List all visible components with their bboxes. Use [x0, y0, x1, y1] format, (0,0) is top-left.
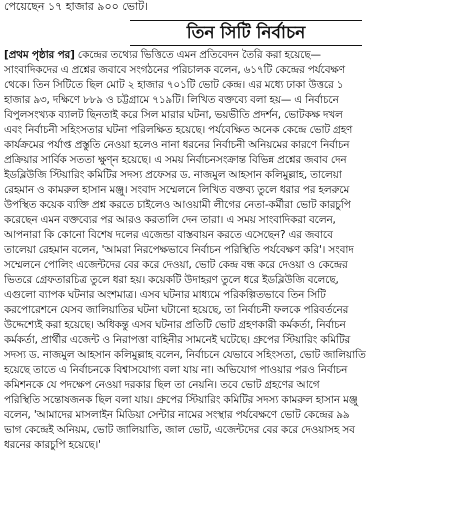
article-line: করেছেন এমন বক্তব্যের পর আরও করতালি দেন তারা। এ সময় সাংবাদিকরা বলেন,	[4, 214, 336, 226]
article-line	[4, 48, 461, 63]
article-body	[4, 48, 461, 526]
article-line: করপোরেশনে যেসব জালিয়াতির ঘটনা ঘটানো হয়েছে, তা নির্বাচনী ফলকে পরিবর্তনের	[4, 304, 349, 316]
article-line: ভিতরে গ্রেফতারচিত্র তুলে ধরা হয়। কয়েকটি উদাহরণ তুলে ধরে ইডব্লিউজি বলেছে,	[4, 274, 339, 286]
article-line: হয়েছে তাতে এ নির্বাচনকে বিশ্বাসযোগ্য বলা যায় না। অভিযোগ পাওয়ার পরও নির্বাচন	[4, 364, 348, 376]
article-line: উপস্থিত কয়েক ব্যক্তি প্রশ্ন করতে চাইলেও আওয়ামী লীগের নেতা-কর্মীরা ভোট কারচুপি	[4, 199, 351, 211]
article-line: সম্মেলনে পোলিং এজেন্টদের বের করে দেওয়া, ভোট কেন্দ্র বন্ধ করে দেওয়া ও কেন্দ্রের	[4, 259, 348, 271]
continuation-label: [প্রথম পৃষ্ঠার পর]	[4, 49, 75, 61]
article-line: কমিশনকে যে পদক্ষেপ নেওয়া দরকার ছিল তা নেয়নি। তবে ভোট গ্রহণের আগে	[4, 379, 320, 391]
article-line: এগুলো ব্যাপক ঘটনার অংশমাত্র। এসব ঘটনার মাধ্যমে পরিকল্পিতভাবে তিন সিটি	[4, 289, 326, 301]
article-line: কার্যক্রমের পর্যাপ্ত প্রস্তুতি নেওয়া হলেও নানা ধরনের নির্বাচনী অনিয়মের কারণে নির্বাচন	[4, 139, 350, 151]
article-line: ধরনের কারচুপি হয়েছে।'	[4, 439, 101, 451]
article-line: থেকে। তিন সিটিতে ছিল মোট ২ হাজার ৭০১টি ভোট কেন্দ্র। এর মধ্যে ঢাকা উত্তরে ১	[4, 79, 344, 91]
article-line: বলেন, 'আমাদের মাসলাইন মিডিয়া সেন্টার নামের সংস্থার পর্যবেক্ষণে ভোট কেন্দ্রের ৯৯	[4, 409, 350, 421]
article-line: ভাগ কেন্দ্রেই অনিয়ম, ভোট জালিয়াতি, জাল ভোট, এজেন্টদের বের করে দেওয়াসহ সব	[4, 424, 355, 436]
article-line: ইডব্লিউজি স্টিয়ারিং কমিটির সদস্য প্রফেসর ড. নাজমুল আহসান কলিমুল্লাহ, তালেয়া	[4, 169, 342, 181]
article-line: তালেয়া রেহমান বলেন, 'আমরা নিরপেক্ষভাবে নির্বাচন পরিস্থিতি পর্যবেক্ষণ করি'। সংবাদ	[4, 244, 354, 256]
article-line: উদ্দেশ্যেই করা হয়েছে। অধিকন্তু এসব ঘটনার প্রতিটি ভোট গ্রহণকারী কর্মকর্তা, নির্বাচন	[4, 319, 346, 331]
article-line: হাজার ৯৩, দক্ষিণে ৮৮৯ ও চট্টগ্রামে ৭১৯টি। লিখিত বক্তব্যে বলা হয়— এ নির্বাচনে	[4, 94, 339, 106]
article-line: বিপুলসংখ্যক ব্যালট ছিনতাই করে সিল মারার ঘটনা, ভয়ভীতি প্রদর্শন, ভোটকক্ষ দখল	[4, 109, 343, 121]
previous-article-tail: পেয়েছেন ১৭ হাজার ৯০০ ভোট।	[4, 0, 149, 13]
headline-box	[130, 20, 362, 46]
article-line: প্রক্রিয়ার সার্বিক সততা ক্ষুণ্ন হয়েছে। এ সময় নির্বাচনসংক্রান্ত বিভিন্ন প্রশ্নের জবাব দেন	[4, 154, 347, 166]
article-line: এবং নির্বাচনী সহিংসতার ঘটনা পরিলক্ষিত হয়েছে। পর্যবেক্ষিত অনেক কেন্দ্রে ভোট গ্রহণ	[4, 124, 353, 136]
article-line: সদস্য ড. নাজমুল আহসান কলিমুল্লাহ বলেন, নির্বাচনে যেভাবে সহিংসতা, ভোট জালিয়াতি	[4, 349, 366, 361]
headline: তিন সিটি নির্বাচন	[186, 23, 306, 43]
article-line: রেহমান ও কামরুল হাসান মঞ্জু। সংবাদ সম্মেলনে লিখিত বক্তব্য তুলে ধরার পর হলরুমে	[4, 184, 350, 196]
article-line-text: কেন্দ্রের তথ্যের ভিত্তিতে এমন প্রতিবেদন তৈরি করা হয়েছে—	[74, 49, 321, 61]
article-line: কর্মকর্তা, প্রার্থীর এজেন্ট ও নিরাপত্তা বাহিনীর সামনেই ঘটেছে। গ্রুপের স্টিয়ারিং কমিটির	[4, 334, 351, 346]
article-line: আপনারা কি কোনো বিশেষ দলের এজেন্ডা বাস্তবায়ন করতে এসেছেন? এর জবাবে	[4, 229, 333, 241]
article-line: সাংবাদিকদের এ প্রশ্নের জবাবে সংগঠনের পরিচালক বলেন, ৬১৭টি কেন্দ্রের পর্যবেক্ষণ	[4, 64, 345, 76]
article-line: পরিস্থিতি সন্তোষজনক ছিল বলা যায়। গ্রুপের স্টিয়ারিং কমিটির সদস্য কামরুল হাসান মঞ্জু	[4, 394, 358, 406]
